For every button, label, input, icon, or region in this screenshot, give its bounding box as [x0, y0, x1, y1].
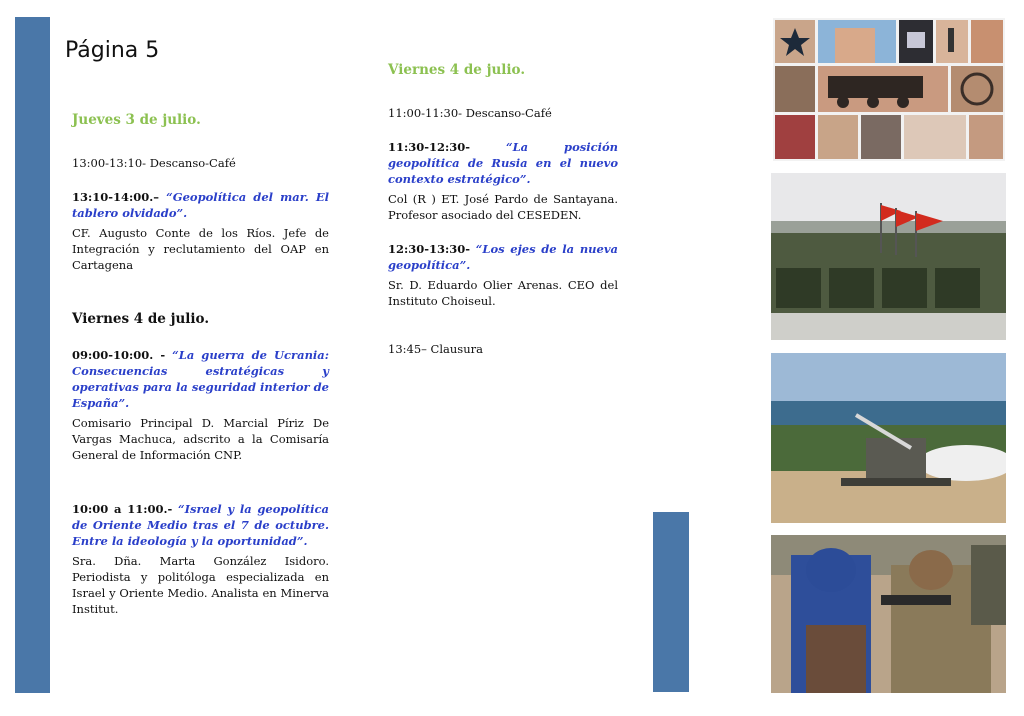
session-talk	[72, 501, 329, 549]
session-time: 11:30-12:30-	[388, 140, 506, 154]
day-heading: Viernes 4 de julio.	[72, 311, 210, 327]
tattoo-collage-image	[773, 18, 1005, 161]
session-time: 10:00 a 11:00.-	[72, 502, 178, 516]
talk-title: “La posición geopolítica de Rusia en el nuevo contexto estratégico”.	[388, 140, 618, 186]
session-time: 09:00-10:00. -	[72, 348, 173, 362]
left-decorative-bar	[15, 17, 50, 693]
session-talk	[72, 189, 329, 221]
center-decorative-bar	[653, 512, 689, 692]
missile-launcher-image	[771, 353, 1006, 523]
military-parade-image	[771, 173, 1006, 340]
talk-title: “Los ejes de la nueva geopolítica”.	[388, 242, 618, 272]
talk-title: “La guerra de Ucrania: Consecuencias estratégicas y operativas para la seguridad interior de España”.	[72, 348, 329, 410]
soldiers-image	[771, 535, 1006, 693]
speaker-info: Sr. D. Eduardo Olier Arenas. CEO del Instituto Choiseul.	[388, 278, 618, 308]
speaker-info: Sra. Dña. Marta González Isidoro. Periodista y politóloga especializada en Israel y Oriente Medio. Analista en Minerva Institut.	[72, 554, 329, 616]
session-talk	[388, 241, 618, 273]
program-column-2	[388, 62, 618, 357]
talk-title: “Geopolítica del mar. El tablero olvidado”.	[72, 190, 329, 220]
speaker-info: Col (R ) ET. José Pardo de Santayana. Profesor asociado del CESEDEN.	[388, 192, 618, 222]
day-heading: Jueves 3 de julio.	[72, 112, 201, 128]
day-heading: Viernes 4 de julio.	[388, 62, 526, 78]
session-talk	[72, 347, 329, 411]
talk-title: “Israel y la geopolítica de Oriente Medio tras el 7 de octubre. Entre la ideología y la oportunidad”.	[72, 502, 329, 548]
session-break: 11:00-11:30- Descanso-Café	[388, 106, 552, 120]
session-talk	[388, 139, 618, 187]
program-column-1	[72, 112, 329, 617]
speaker-info: CF. Augusto Conte de los Ríos. Jefe de Integración y reclutamiento del OAP en Cartagena	[72, 226, 329, 272]
session-time: 13:10-14:00.–	[72, 190, 167, 204]
session-closing: 13:45– Clausura	[388, 342, 483, 356]
session-break: 13:00-13:10- Descanso-Café	[72, 156, 236, 170]
page-title: Página 5	[65, 38, 160, 63]
speaker-info: Comisario Principal D. Marcial Píriz De Vargas Machuca, adscrito a la Comisaría General de Información CNP.	[72, 416, 329, 462]
session-time: 12:30-13:30-	[388, 242, 476, 256]
